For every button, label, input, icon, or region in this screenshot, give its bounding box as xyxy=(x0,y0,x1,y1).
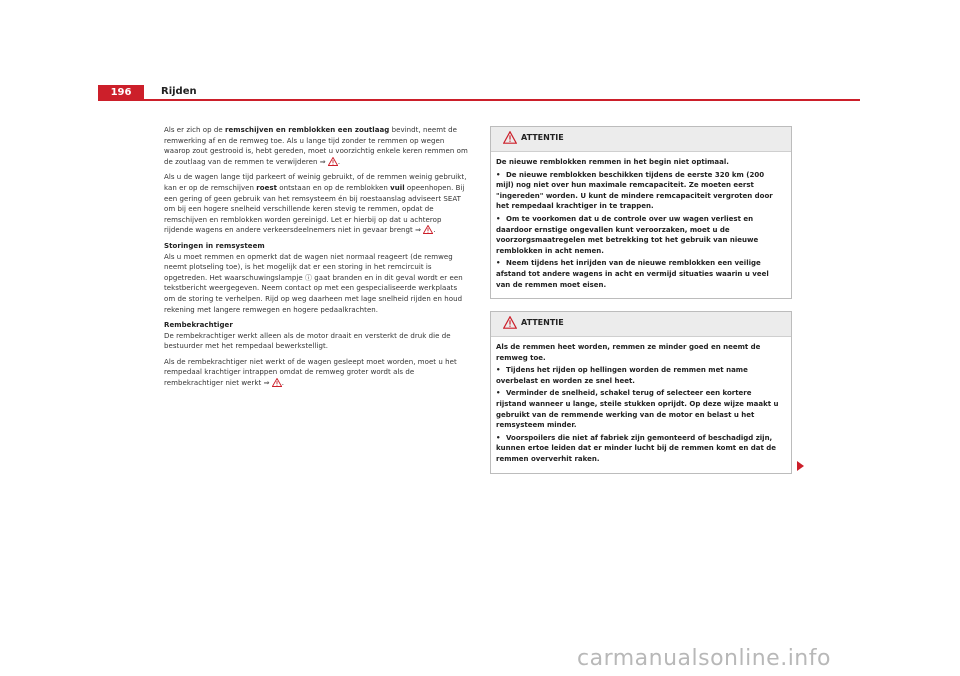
warning-intro: Als de remmen heet worden, remmen ze minder goed en neemt de remweg toe. xyxy=(496,343,761,362)
warning-ref-icon[interactable] xyxy=(423,225,433,234)
warning-box-new-pads xyxy=(490,126,792,299)
warning-box-body xyxy=(491,152,791,298)
paragraph-rust: Als u de wagen lange tijd parkeert of weinig gebruikt, of de remmen weinig gebruikt, kan er op de remschijven roest ontstaan en op de remblokken vuil opeenhopen. Bij een gering of geen gebruik van het remsysteem én bij roestaanslag adviseert SEAT om bij een hogere snelheid verschillende keren stevig te remmen, opdat de remschijven en remblokken worden gereinigd. Let er hierbij op dat u achterop rijdende wagens en andere verkeersdeelnemers niet in gevaar brengt ⇒ . xyxy=(164,173,467,235)
warning-bullet: • Voorspoilers die niet af fabriek zijn gemonteerd of beschadigd zijn, kunnen ertoe leiden dat er minder lucht bij de remmen komt en dat de remmen oververhit raken. xyxy=(496,433,777,463)
warning-intro: De nieuwe remblokken remmen in het begin niet optimaal. xyxy=(496,158,729,166)
warning-triangle-icon xyxy=(503,131,517,144)
subheading-brake-failure: Storingen in remsysteem xyxy=(164,241,265,250)
header-rule xyxy=(98,99,860,101)
warning-bullet: • Neem tijdens het inrijden van de nieuwe remblokken een veilige afstand tot andere wagens in acht en vermijd situaties waarin u veel van de remmen moet eisen. xyxy=(496,259,769,289)
warning-triangle-icon xyxy=(503,316,517,329)
warning-title: ATTENTIE xyxy=(521,318,564,327)
warning-box-header xyxy=(491,312,791,337)
warning-bullet: • Verminder de snelheid, schakel terug of selecteer een kortere rijstand wanneer u lange, steile stukken oprijdt. Op deze wijze maakt u gebruikt van de remmende werking van de motor en belast u het remsysteem minder. xyxy=(496,389,779,430)
paragraph-brake-failure: Als u moet remmen en opmerkt dat de wagen niet normaal reageert (de remweg neemt plotseling toe), is het mogelijk dat er een storing in het remcircuit is opgetreden. Het waarschuwingslampje ⓘ gaat branden en in dit geval wordt er een tekstbericht weergegeven. Neem contact op met een gespecialiseerde werkplaats om de storing te verhelpen. Rijd op weg daarheen met lage snelheid rijden en houd rekening met langere remwegen en hogere pedaalkrachten. xyxy=(164,252,463,314)
paragraph-salt: Als er zich op de remschijven en remblokken een zoutlaag bevindt, neemt de remwerking af en de remweg toe. Als u lange tijd zonder te remmen op wegen waarop zout gestrooid is, hebt gereden, moet u voorzichtig enkele keren remmen om de zoutlaag van de remmen te verwijderen ⇒ . xyxy=(164,126,468,166)
warning-bullet: • De nieuwe remblokken beschikken tijdens de eerste 320 km (200 mijl) nog niet over hun maximale remcapaciteit. Ze moeten eerst "ingereden" worden. U kunt de mindere remcapaciteit vergroten door het rempedaal krachtiger in te trappen. xyxy=(496,170,773,211)
paragraph-brake-booster: De rembekrachtiger werkt alleen als de motor draait en versterkt de druk die de bestuurder met het rempedaal bewerkstelligt. xyxy=(164,331,451,351)
warning-box-hot-brakes xyxy=(490,311,792,474)
watermark: carmanualsonline.info xyxy=(577,646,831,671)
section-title: Rijden xyxy=(161,86,197,97)
warning-bullet: • Om te voorkomen dat u de controle over uw wagen verliest en daardoor ernstige ongevallen kunt veroorzaken, moet u de voorzorgsmaatregelen met betrekking tot het gebruik van nieuwe remblokken in acht nemen. xyxy=(496,214,759,255)
warning-title: ATTENTIE xyxy=(521,133,564,142)
warning-box-body xyxy=(491,337,791,473)
paragraph-booster-towing: Als de rembekrachtiger niet werkt of de wagen gesleept moet worden, moet u het rempedaal krachtiger intrappen omdat de remweg groter wordt als de rembekrachtiger niet werkt ⇒ . xyxy=(164,357,457,388)
warning-ref-icon[interactable] xyxy=(328,157,338,166)
warning-box-header xyxy=(491,127,791,152)
continue-arrow-icon[interactable] xyxy=(797,461,804,471)
body-text-column xyxy=(164,125,470,394)
subheading-brake-booster: Rembekrachtiger xyxy=(164,321,233,330)
warning-ref-icon[interactable] xyxy=(272,378,282,387)
warning-bullet: • Tijdens het rijden op hellingen worden de remmen met name overbelast en worden ze snel heet. xyxy=(496,366,748,385)
page-number: 196 xyxy=(98,85,144,100)
